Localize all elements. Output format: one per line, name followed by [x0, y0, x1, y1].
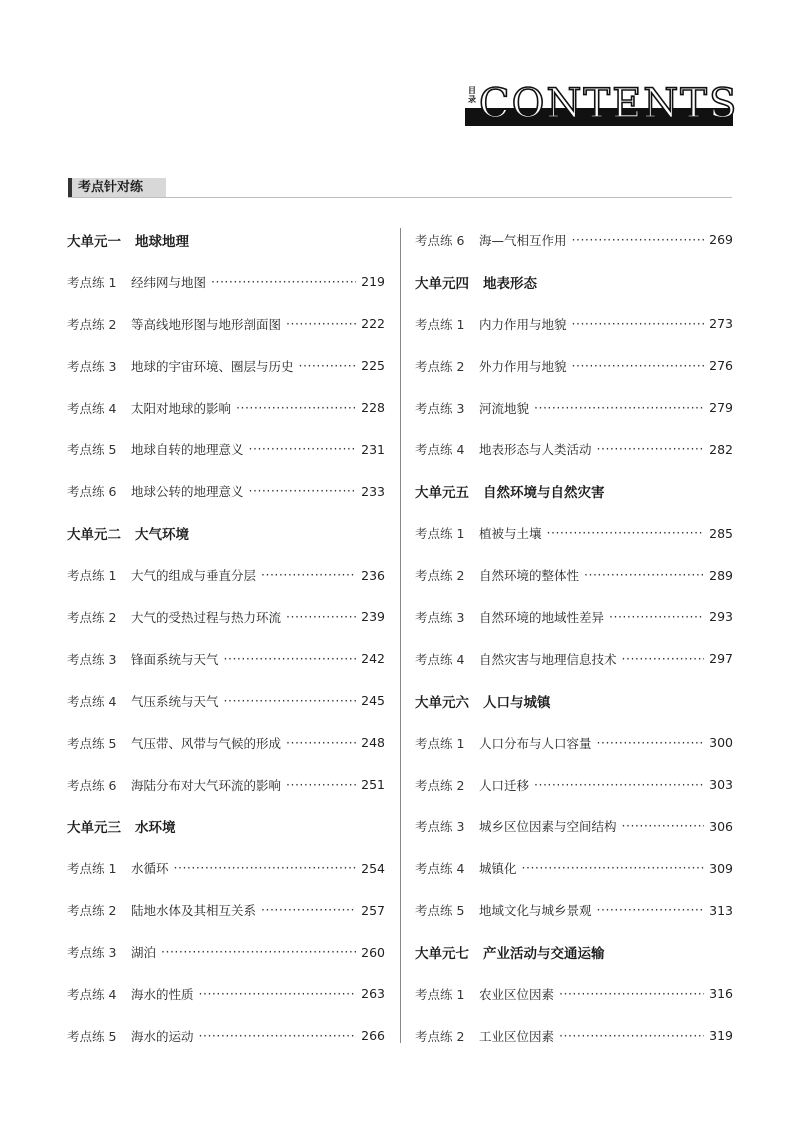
- page-number: 276: [709, 358, 733, 374]
- entry-label: 考点练 4: [415, 442, 465, 458]
- dot-leader: [286, 780, 356, 790]
- unit-label: 大单元二: [67, 527, 121, 544]
- unit-heading: [67, 219, 385, 261]
- entry-title[interactable]: 海水的性质: [131, 986, 194, 1002]
- unit-label: 大单元三: [67, 820, 121, 837]
- page-number: 282: [709, 441, 733, 457]
- entry-title[interactable]: 地球公转的地理意义: [131, 484, 244, 500]
- dot-leader: [559, 1031, 704, 1041]
- dot-leader: [572, 235, 705, 245]
- page-number: 254: [361, 860, 385, 876]
- dot-leader: [597, 444, 705, 454]
- entry-title[interactable]: 内力作用与地貌: [479, 316, 567, 332]
- dot-leader: [522, 863, 705, 873]
- toc-entry[interactable]: [415, 722, 733, 764]
- entry-label: 考点练 6: [67, 777, 117, 793]
- page-number: 309: [709, 860, 733, 876]
- dot-leader: [261, 570, 356, 580]
- toc-entry[interactable]: [415, 847, 733, 889]
- entry-label: 考点练 2: [67, 903, 117, 919]
- unit-name: 人口与城镇: [483, 694, 551, 711]
- dot-leader: [584, 570, 704, 580]
- page-number: 251: [361, 777, 385, 793]
- entry-label: 考点练 1: [415, 316, 465, 332]
- dot-leader: [559, 989, 704, 999]
- toc-entry[interactable]: [67, 596, 385, 638]
- entry-title[interactable]: 自然灾害与地理信息技术: [479, 651, 617, 667]
- entry-title[interactable]: 海陆分布对大气环流的影响: [131, 777, 282, 793]
- toc-entry[interactable]: [67, 428, 385, 470]
- toc-entry[interactable]: [415, 428, 733, 470]
- entry-title[interactable]: 锋面系统与天气: [131, 651, 219, 667]
- dot-leader: [547, 528, 705, 538]
- entry-title[interactable]: 大气的组成与垂直分层: [131, 568, 257, 584]
- page-number: 303: [709, 777, 733, 793]
- entry-label: 考点练 5: [415, 903, 465, 919]
- toc-entry[interactable]: [415, 638, 733, 680]
- toc-entry[interactable]: [67, 889, 385, 931]
- page-number: 245: [361, 693, 385, 709]
- toc-entry[interactable]: [67, 847, 385, 889]
- dot-leader: [622, 654, 705, 664]
- toc-left-column: [67, 219, 385, 1057]
- logo-mulu-text: 目录: [468, 86, 476, 104]
- entry-label: 考点练 5: [67, 735, 117, 751]
- page-number: 257: [361, 902, 385, 918]
- entry-title[interactable]: 城乡区位因素与空间结构: [479, 819, 617, 835]
- unit-label: 大单元一: [67, 233, 121, 250]
- unit-name: 水环境: [135, 820, 176, 837]
- toc-entry[interactable]: [415, 973, 733, 1015]
- unit-heading: [67, 512, 385, 554]
- page-number: 260: [361, 944, 385, 960]
- entry-label: 考点练 3: [67, 651, 117, 667]
- unit-heading: [415, 680, 733, 722]
- unit-heading: [67, 805, 385, 847]
- entry-label: 考点练 1: [415, 526, 465, 542]
- dot-leader: [286, 738, 356, 748]
- dot-leader: [199, 1031, 357, 1041]
- dot-leader: [261, 905, 356, 915]
- toc-entry[interactable]: [67, 303, 385, 345]
- toc-entry[interactable]: [67, 1015, 385, 1057]
- page-number: 300: [709, 735, 733, 751]
- dot-leader: [572, 319, 705, 329]
- page-number: 306: [709, 818, 733, 834]
- page-number: 266: [361, 1028, 385, 1044]
- toc-entry[interactable]: [415, 1015, 733, 1057]
- page-number: 263: [361, 986, 385, 1002]
- dot-leader: [249, 486, 357, 496]
- dot-leader: [199, 989, 357, 999]
- entry-label: 考点练 3: [415, 819, 465, 835]
- unit-heading: [415, 931, 733, 973]
- dot-leader: [224, 654, 357, 664]
- entry-label: 考点练 2: [415, 358, 465, 374]
- dot-leader: [211, 277, 356, 287]
- entry-title[interactable]: 植被与土壤: [479, 526, 542, 542]
- entry-title[interactable]: 自然环境的地域性差异: [479, 609, 605, 625]
- unit-name: 大气环境: [135, 527, 189, 544]
- dot-leader: [249, 444, 357, 454]
- entry-label: 考点练 4: [415, 651, 465, 667]
- dot-leader: [597, 905, 705, 915]
- entry-title[interactable]: 太阳对地球的影响: [131, 400, 232, 416]
- entry-title[interactable]: 城镇化: [479, 861, 517, 877]
- page-number: 289: [709, 567, 733, 583]
- unit-name: 地表形态: [483, 275, 537, 292]
- entry-title[interactable]: 地域文化与城乡景观: [479, 903, 592, 919]
- toc-entry[interactable]: [415, 764, 733, 806]
- page-number: 248: [361, 735, 385, 751]
- entry-label: 考点练 3: [415, 609, 465, 625]
- unit-name: 产业活动与交通运输: [483, 946, 605, 963]
- entry-title[interactable]: 湖泊: [131, 945, 157, 961]
- entry-title[interactable]: 气压带、风带与气候的形成: [131, 735, 282, 751]
- entry-title[interactable]: 大气的受热过程与热力环流: [131, 609, 282, 625]
- toc-entry[interactable]: [415, 387, 733, 429]
- contents-logo: [465, 81, 739, 127]
- dot-leader: [174, 863, 357, 873]
- entry-label: 考点练 4: [67, 693, 117, 709]
- toc-entry[interactable]: [415, 219, 733, 261]
- entry-label: 考点练 2: [415, 777, 465, 793]
- entry-label: 考点练 2: [67, 609, 117, 625]
- toc-entry[interactable]: [67, 638, 385, 680]
- unit-label: 大单元四: [415, 275, 469, 292]
- page-number: 242: [361, 651, 385, 667]
- toc-entry[interactable]: [415, 805, 733, 847]
- toc-entry[interactable]: [67, 764, 385, 806]
- entry-label: 考点练 5: [67, 1028, 117, 1044]
- entry-title[interactable]: 海—气相互作用: [479, 232, 567, 248]
- toc-entry[interactable]: [67, 931, 385, 973]
- unit-label: 大单元六: [415, 694, 469, 711]
- unit-name: 地球地理: [135, 233, 189, 250]
- entry-title[interactable]: 经纬网与地图: [131, 274, 207, 290]
- page-number: 236: [361, 567, 385, 583]
- page-number: 279: [709, 400, 733, 415]
- dot-leader: [597, 738, 705, 748]
- page-number: 269: [709, 232, 733, 248]
- entry-title[interactable]: 海水的运动: [131, 1028, 194, 1044]
- dot-leader: [299, 361, 357, 371]
- dot-leader: [286, 319, 356, 329]
- page-number: 219: [361, 274, 385, 290]
- unit-label: 大单元五: [415, 485, 469, 502]
- unit-heading: [415, 261, 733, 303]
- toc-entry[interactable]: [67, 345, 385, 387]
- toc-entry[interactable]: [67, 554, 385, 596]
- entry-title[interactable]: 地球的宇宙环境、圈层与历史: [131, 358, 294, 374]
- unit-name: 自然环境与自然灾害: [483, 485, 605, 502]
- entry-label: 考点练 2: [415, 1028, 465, 1044]
- toc-entry[interactable]: [415, 512, 733, 554]
- dot-leader: [161, 947, 356, 957]
- toc-entry[interactable]: [415, 889, 733, 931]
- toc-entry[interactable]: [415, 554, 733, 596]
- toc-entry[interactable]: [67, 261, 385, 303]
- entry-label: 考点练 3: [67, 358, 117, 374]
- entry-title[interactable]: 人口分布与人口容量: [479, 735, 592, 751]
- entry-title[interactable]: 地球自转的地理意义: [131, 442, 244, 458]
- toc-entry[interactable]: [415, 345, 733, 387]
- entry-label: 考点练 6: [67, 484, 117, 500]
- entry-title[interactable]: 等高线地形图与地形剖面图: [131, 316, 282, 332]
- dot-leader: [286, 612, 356, 622]
- entry-label: 考点练 5: [67, 442, 117, 458]
- toc-entry[interactable]: [67, 470, 385, 512]
- entry-label: 考点练 4: [67, 400, 117, 416]
- page-number: 222: [361, 316, 385, 332]
- dot-leader: [534, 780, 704, 790]
- logo-contents-word: CONTENTS: [479, 81, 739, 127]
- entry-label: 考点练 1: [415, 986, 465, 1002]
- entry-title[interactable]: 水循环: [131, 861, 169, 877]
- page-number: 225: [361, 358, 385, 374]
- entry-title[interactable]: 农业区位因素: [479, 986, 555, 1002]
- entry-label: 考点练 3: [415, 400, 465, 416]
- entry-title[interactable]: 陆地水体及其相互关系: [131, 903, 257, 919]
- toc-entry[interactable]: [67, 680, 385, 722]
- toc-entry[interactable]: [415, 303, 733, 345]
- page-number: 273: [709, 316, 733, 332]
- page-number: 319: [709, 1028, 733, 1044]
- entry-label: 考点练 4: [67, 986, 117, 1002]
- entry-label: 考点练 1: [415, 735, 465, 751]
- entry-label: 考点练 1: [67, 568, 117, 584]
- dot-leader: [224, 696, 357, 706]
- entry-title[interactable]: 自然环境的整体性: [479, 568, 580, 584]
- entry-label: 考点练 1: [67, 861, 117, 877]
- unit-label: 大单元七: [415, 946, 469, 963]
- dot-leader: [622, 821, 705, 831]
- page-number: 293: [709, 609, 733, 625]
- dot-leader: [534, 403, 704, 413]
- dot-leader: [572, 361, 705, 371]
- entry-title[interactable]: 外力作用与地貌: [479, 358, 567, 374]
- entry-title[interactable]: 气压系统与天气: [131, 693, 219, 709]
- entry-label: 考点练 1: [67, 274, 117, 290]
- entry-title[interactable]: 地表形态与人类活动: [479, 442, 592, 458]
- page-number: 297: [709, 651, 733, 667]
- section-title: 考点针对练: [68, 178, 166, 197]
- entry-title[interactable]: 工业区位因素: [479, 1028, 555, 1044]
- entry-label: 考点练 2: [415, 568, 465, 584]
- toc-entry[interactable]: [67, 973, 385, 1015]
- entry-title[interactable]: 河流地貌: [479, 400, 530, 416]
- page-number: 313: [709, 902, 733, 918]
- toc-right-column: [415, 219, 733, 1057]
- page-number: 231: [361, 441, 385, 457]
- page-number: 239: [361, 609, 385, 625]
- toc-entry[interactable]: [67, 722, 385, 764]
- page-number: 228: [361, 400, 385, 415]
- toc-entry[interactable]: [415, 596, 733, 638]
- entry-label: 考点练 6: [415, 232, 465, 248]
- column-divider: [400, 228, 401, 1043]
- entry-title[interactable]: 人口迁移: [479, 777, 530, 793]
- dot-leader: [609, 612, 704, 622]
- page-number: 285: [709, 525, 733, 541]
- page-number: 316: [709, 986, 733, 1002]
- dot-leader: [236, 403, 356, 413]
- entry-label: 考点练 2: [67, 316, 117, 332]
- entry-label: 考点练 3: [67, 945, 117, 961]
- section-divider-line: [68, 197, 732, 198]
- page-number: 233: [361, 483, 385, 499]
- unit-heading: [415, 470, 733, 512]
- toc-entry[interactable]: [67, 387, 385, 429]
- entry-label: 考点练 4: [415, 861, 465, 877]
